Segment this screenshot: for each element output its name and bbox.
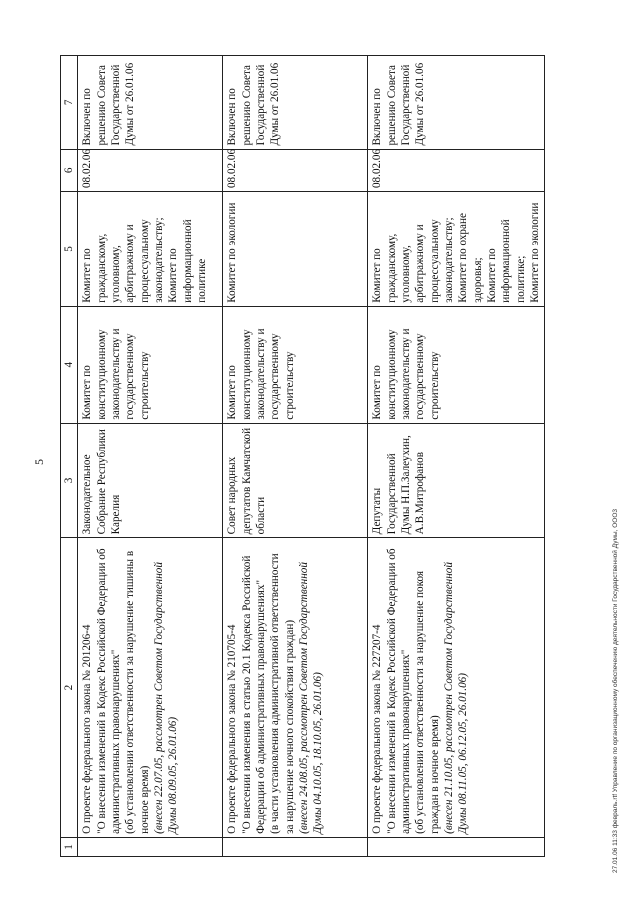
bill-cell	[223, 538, 368, 838]
co-committees-cell	[223, 192, 368, 307]
agenda-table	[60, 55, 545, 857]
decision-cell: Включен по решению Совета Государственной Думы от 26.01.06	[78, 56, 223, 150]
column-number: 6	[61, 149, 78, 191]
bill-topic: (об установлении ответственности за нарушение покоя граждан в ночное время)	[414, 570, 441, 834]
column-number: 7	[61, 56, 78, 150]
date-cell: 08.02.06	[78, 149, 223, 191]
co-committee: Комитет по информационной политике;	[485, 219, 527, 303]
initiator-cell: Законодательное Собрание Республики Карелия	[78, 423, 223, 538]
bill-title: "О внесении изменения в статью 20.1 Кодекса Российской Федерации об административных правонарушениях"	[240, 555, 267, 834]
footer-text: 27.01.06 11:33 февраль.rtf Управление по организационному обеспечению деятельности Государственной Думы, ООО3	[612, 509, 619, 873]
bill-topic: (об установлении ответственности за нарушение тишины в ночное время)	[124, 550, 151, 834]
co-committee: Комитет по гражданскому, уголовному, арбитражному и процессуальному законодательству;	[371, 217, 455, 303]
co-committee: Комитет по информационной политике	[167, 219, 208, 303]
lead-committee-cell: Комитет по конституционному законодательству и государственному строительству	[78, 306, 223, 423]
row-number-cell	[368, 837, 545, 856]
date-cell: 08.02.06	[223, 149, 368, 191]
bill-cell	[78, 538, 223, 838]
page-number: 5	[32, 459, 46, 465]
column-number: 2	[61, 538, 78, 838]
print-footer	[612, 20, 632, 880]
table-row	[368, 56, 545, 857]
row-number-cell	[223, 837, 368, 856]
column-number: 1	[61, 837, 78, 856]
column-number: 3	[61, 423, 78, 538]
column-number-row	[61, 56, 78, 857]
bill-note: (внесен 24.08.05, рассмотрен Советом Государственной Думы 04.10.05, 18.10.05, 26.01.06)	[297, 562, 325, 834]
column-number: 5	[61, 192, 78, 307]
co-committee: Комитет по экологии	[528, 202, 541, 303]
co-committees-cell	[368, 192, 545, 307]
bill-prefix: О проекте федерального закона № 227207-4	[371, 624, 384, 834]
bill-title: "О внесении изменений в Кодекс Российской Федерации об административных правонарушениях"	[385, 548, 412, 834]
table-row	[78, 56, 223, 857]
bill-title: "О внесении изменений в Кодекс Российской Федерации об административных правонарушениях"	[95, 548, 122, 834]
rotated-page	[30, 45, 630, 865]
bill-note: (внесен 22.07.05, рассмотрен Советом Государственной Думы 08.09.05, 26.01.06)	[152, 562, 180, 834]
lead-committee-cell: Комитет по конституционному законодательству и государственному строительству	[368, 306, 545, 423]
bill-note: (внесен 21.10.05, рассмотрен Советом Государственной Думы 08.11.05, 06.12.05, 26.01.06)	[442, 562, 470, 834]
bill-prefix: О проекте федерального закона № 201206-4	[81, 624, 94, 834]
decision-cell: Включен по решению Совета Государственной Думы от 26.01.06	[368, 56, 545, 150]
initiator-cell: Депутаты Государственной Думы Н.П.Залеухин, А.В.Митрофанов	[368, 423, 545, 538]
column-number: 4	[61, 306, 78, 423]
co-committee: Комитет по гражданскому, уголовному, арбитражному и процессуальному законодательству;	[81, 217, 165, 303]
co-committee: Комитет по охране здоровья;	[457, 213, 484, 303]
co-committee: Комитет по экологии	[226, 202, 239, 303]
lead-committee-cell: Комитет по конституционному законодательству и государственному строительству	[223, 306, 368, 423]
table-row	[223, 56, 368, 857]
row-number-cell	[78, 837, 223, 856]
bill-cell	[368, 538, 545, 838]
date-cell: 08.02.06	[368, 149, 545, 191]
initiator-cell: Совет народных депутатов Камчатской области	[223, 423, 368, 538]
co-committees-cell	[78, 192, 223, 307]
bill-topic: (в части установления административной ответственности за нарушение ночного спокойствия граждан)	[269, 553, 296, 834]
decision-cell: Включен по решению Совета Государственной Думы от 26.01.06	[223, 56, 368, 150]
bill-prefix: О проекте федерального закона № 210705-4	[226, 624, 239, 834]
